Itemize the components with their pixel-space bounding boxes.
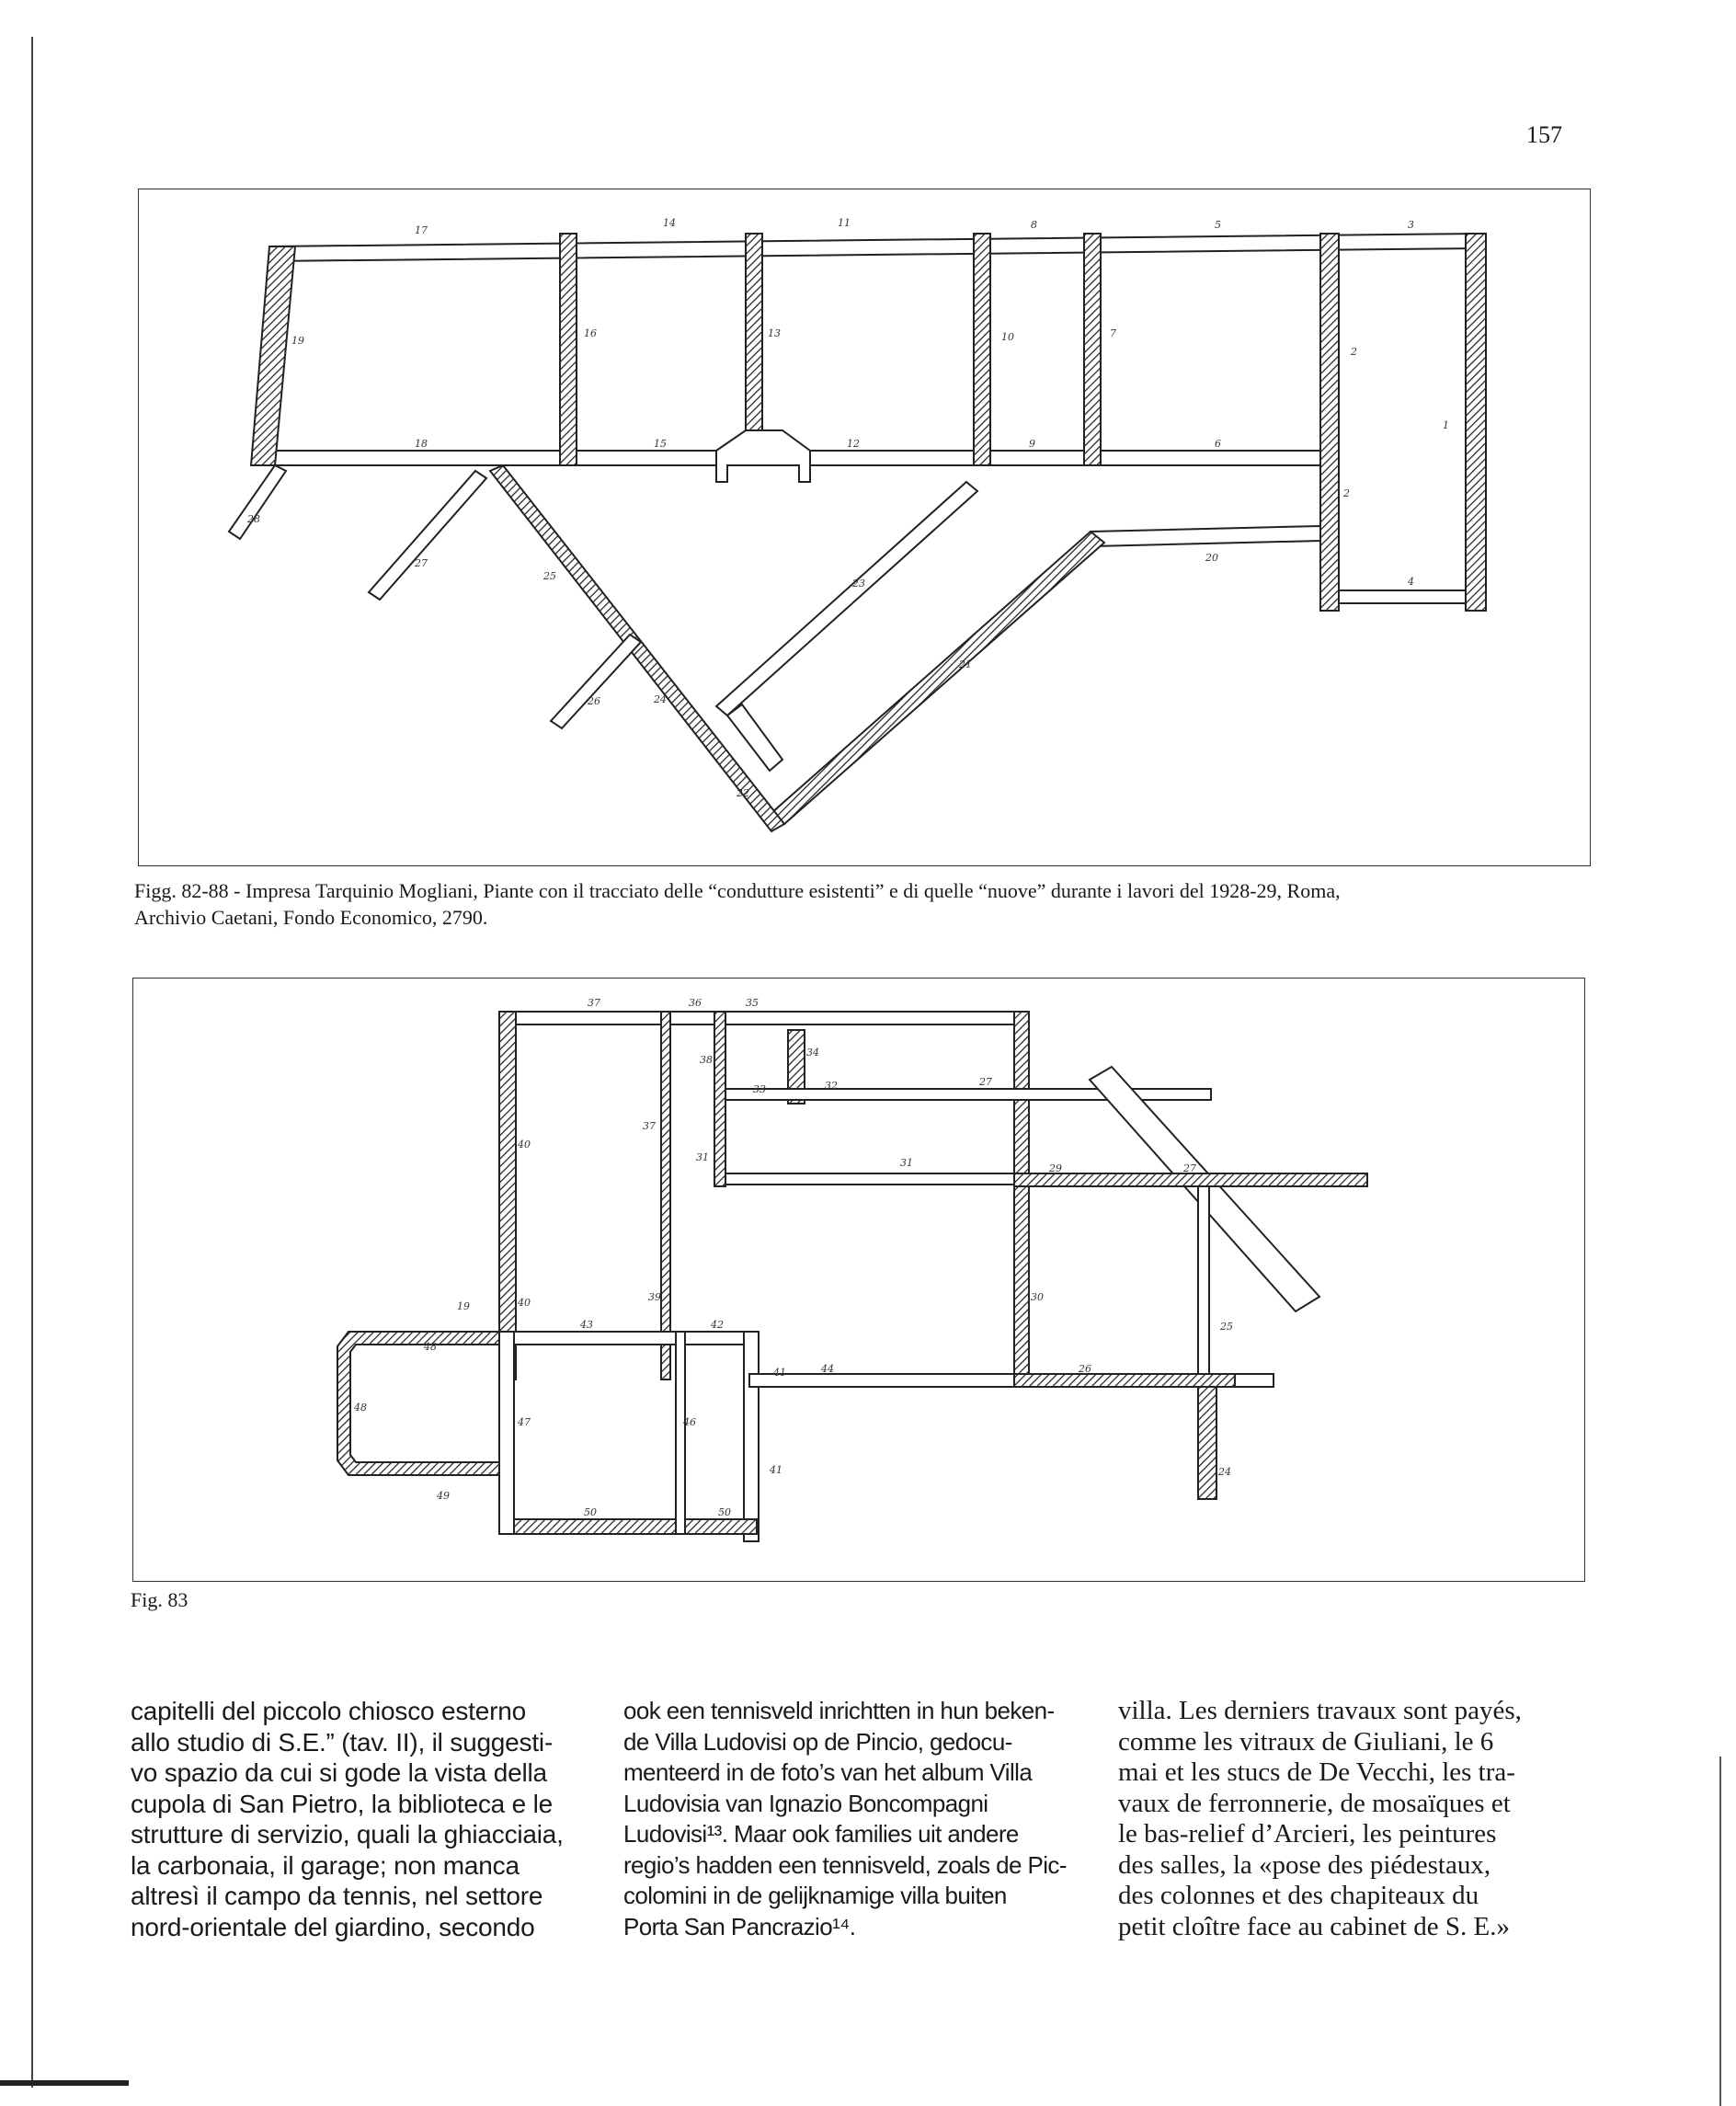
text-line: strutture di servizio, quali la ghiacciaia, (131, 1820, 564, 1848)
svg-text:19: 19 (457, 1300, 470, 1312)
svg-text:50: 50 (584, 1506, 597, 1518)
text-line: Ludovisi¹³. Maar ook families uit andere (623, 1820, 1019, 1848)
figure-caption (134, 877, 1587, 931)
svg-text:37: 37 (588, 997, 600, 1009)
svg-text:16: 16 (584, 327, 597, 339)
pipe-4 (1339, 590, 1466, 603)
text-line: vaux de ferronnerie, de mosaïques et (1118, 1788, 1511, 1818)
svg-text:24: 24 (654, 693, 667, 705)
text-line: le bas-relief d’Arcieri, les peintures (1118, 1819, 1497, 1848)
svg-text:20: 20 (1205, 552, 1218, 564)
svg-text:27: 27 (415, 557, 428, 569)
svg-text:24: 24 (1218, 1466, 1231, 1478)
svg-text:48: 48 (424, 1341, 437, 1353)
figure-2-label: Fig. 83 (131, 1588, 188, 1611)
svg-text:48: 48 (354, 1402, 367, 1414)
text-column-italian (131, 1696, 587, 1942)
svg-text:26: 26 (1079, 1363, 1091, 1375)
text-line: comme les vitraux de Giuliani, le 6 (1118, 1726, 1494, 1757)
binding-line (31, 37, 33, 2088)
svg-text:25: 25 (543, 570, 556, 582)
svg-text:47: 47 (518, 1416, 531, 1428)
svg-text:5: 5 (1215, 219, 1221, 231)
text-line: Porta San Pancrazio¹⁴. (623, 1912, 856, 1940)
wall-7 (1084, 234, 1101, 465)
wall-32 (714, 1012, 725, 1186)
pipe-50 (501, 1519, 757, 1534)
svg-text:1: 1 (1443, 419, 1449, 431)
svg-text:50: 50 (718, 1506, 731, 1518)
text-line: mai et les stucs de De Vecchi, les tra- (1118, 1757, 1515, 1787)
svg-text:41: 41 (770, 1464, 782, 1476)
pipe-27b (1014, 1173, 1367, 1186)
svg-text:49: 49 (437, 1490, 450, 1502)
svg-text:2: 2 (1343, 487, 1350, 499)
svg-text:40: 40 (518, 1297, 531, 1309)
text-line: altresì il campo da tennis, nel settore (131, 1882, 543, 1910)
plan-2-drawing (133, 979, 1584, 1581)
pipe-21 (771, 532, 1104, 824)
text-line: villa. Les derniers travaux sont payés, (1118, 1696, 1522, 1725)
svg-text:7: 7 (1110, 327, 1116, 339)
svg-text:43: 43 (580, 1319, 593, 1331)
svg-text:39: 39 (648, 1291, 661, 1303)
svg-text:10: 10 (1001, 331, 1014, 343)
plan-1-drawing (139, 189, 1590, 865)
svg-text:2: 2 (1351, 346, 1357, 358)
svg-text:9: 9 (1029, 438, 1035, 450)
pipe-25 (1198, 1186, 1209, 1389)
margin-line (1719, 1757, 1721, 2106)
svg-text:3: 3 (1408, 219, 1414, 231)
svg-text:42: 42 (711, 1319, 724, 1331)
figure-plan-1 (138, 189, 1591, 866)
svg-text:4: 4 (1408, 576, 1414, 588)
wall-19 (251, 246, 295, 465)
svg-text:17: 17 (415, 224, 428, 236)
svg-text:27: 27 (1183, 1162, 1196, 1174)
text-line: capitelli del piccolo chiosco esterno (131, 1697, 526, 1725)
text-line: de Villa Ludovisi op de Pincio, gedocu- (623, 1727, 1012, 1756)
page-number: 157 (1526, 121, 1562, 148)
svg-text:13: 13 (768, 327, 781, 339)
wall-47 (499, 1332, 514, 1534)
text-line: colomini in de gelijknamige villa buiten (623, 1882, 1007, 1909)
binding-bottom-mark (0, 2080, 129, 2086)
pipe-43 (499, 1332, 757, 1345)
svg-text:11: 11 (838, 217, 851, 229)
figure-plan-2 (132, 978, 1585, 1582)
text-line: Ludovisia van Ignazio Boncompagni (623, 1789, 988, 1817)
svg-text:36: 36 (689, 997, 702, 1009)
pipe-20 (1091, 526, 1320, 546)
svg-text:38: 38 (700, 1054, 713, 1066)
pipe-31 (725, 1173, 1029, 1185)
svg-text:23: 23 (852, 578, 865, 589)
svg-text:28: 28 (247, 513, 260, 525)
svg-text:35: 35 (746, 997, 759, 1009)
pipe-37 (499, 1012, 1029, 1024)
svg-text:41: 41 (773, 1367, 786, 1379)
text-line: petit cloître face au cabinet de S. E.» (1118, 1911, 1510, 1941)
wall-30 (1014, 1186, 1029, 1379)
pipe-17 (269, 234, 1481, 261)
svg-text:31: 31 (900, 1157, 913, 1169)
wall-16 (560, 234, 577, 465)
svg-text:31: 31 (696, 1151, 709, 1163)
text-line: vo spazio da cui si gode la vista della (131, 1758, 547, 1787)
text-line: des salles, la «pose des piédestaux, (1118, 1849, 1491, 1880)
svg-text:46: 46 (683, 1416, 696, 1428)
wall-1 (1466, 234, 1486, 611)
svg-text:34: 34 (806, 1047, 819, 1059)
svg-text:21: 21 (959, 658, 972, 670)
svg-text:18: 18 (415, 438, 428, 450)
wall-40 (499, 1012, 516, 1379)
wall-39 (661, 1012, 670, 1379)
svg-text:27: 27 (979, 1076, 992, 1088)
svg-text:22: 22 (737, 787, 749, 799)
svg-text:40: 40 (518, 1139, 531, 1150)
wall-24 (1198, 1387, 1216, 1499)
svg-text:44: 44 (821, 1363, 834, 1375)
svg-text:37: 37 (643, 1120, 656, 1132)
caption-line-1: Figg. 82-88 - Impresa Tarquinio Mogliani, Piante con il tracciato delle “condutture esistenti” e di quelle “nuove” durante i lavori del 1928-29, Roma, (134, 879, 1341, 902)
text-line: nord-orientale del giardino, secondo (131, 1912, 535, 1941)
text-line: la carbonaia, il garage; non manca (131, 1850, 520, 1880)
svg-text:12: 12 (847, 438, 860, 450)
svg-text:6: 6 (1215, 438, 1221, 450)
binding-edge (0, 0, 18, 2099)
svg-text:25: 25 (1220, 1321, 1233, 1333)
text-line: cupola di San Pietro, la biblioteca e le (131, 1789, 553, 1818)
svg-text:33: 33 (753, 1083, 766, 1095)
wall-41 (744, 1332, 759, 1541)
text-line: regio’s hadden een tennisveld, zoals de Pic- (623, 1850, 1067, 1879)
pipe-28 (229, 465, 286, 539)
svg-text:30: 30 (1031, 1291, 1044, 1303)
svg-text:19: 19 (291, 335, 304, 347)
pipe-26 (1014, 1374, 1235, 1387)
svg-text:32: 32 (825, 1080, 838, 1092)
wall-2 (1320, 234, 1339, 611)
svg-text:29: 29 (1049, 1162, 1062, 1174)
text-line: des colonnes et des chapiteaux du (1118, 1881, 1479, 1910)
svg-text:14: 14 (663, 217, 676, 229)
caption-line-2: Archivio Caetani, Fondo Economico, 2790. (134, 906, 488, 929)
svg-text:8: 8 (1031, 219, 1037, 231)
text-column-dutch (623, 1696, 1081, 1942)
wall-46 (676, 1332, 685, 1534)
pipe-26 (551, 635, 641, 728)
text-line: allo studio di S.E.” (tav. II), il suggesti- (131, 1727, 554, 1757)
text-column-french (1118, 1696, 1578, 1942)
pipe-27 (369, 471, 486, 600)
text-line: ook een tennisveld inrichtten in hun beken- (623, 1697, 1055, 1724)
pipe-25 (490, 465, 784, 831)
text-line: menteerd in de foto’s van het album Villa (623, 1758, 1033, 1786)
wall-10 (974, 234, 990, 465)
svg-text:15: 15 (654, 438, 667, 450)
svg-text:26: 26 (588, 695, 600, 707)
wall-13 (746, 234, 762, 445)
